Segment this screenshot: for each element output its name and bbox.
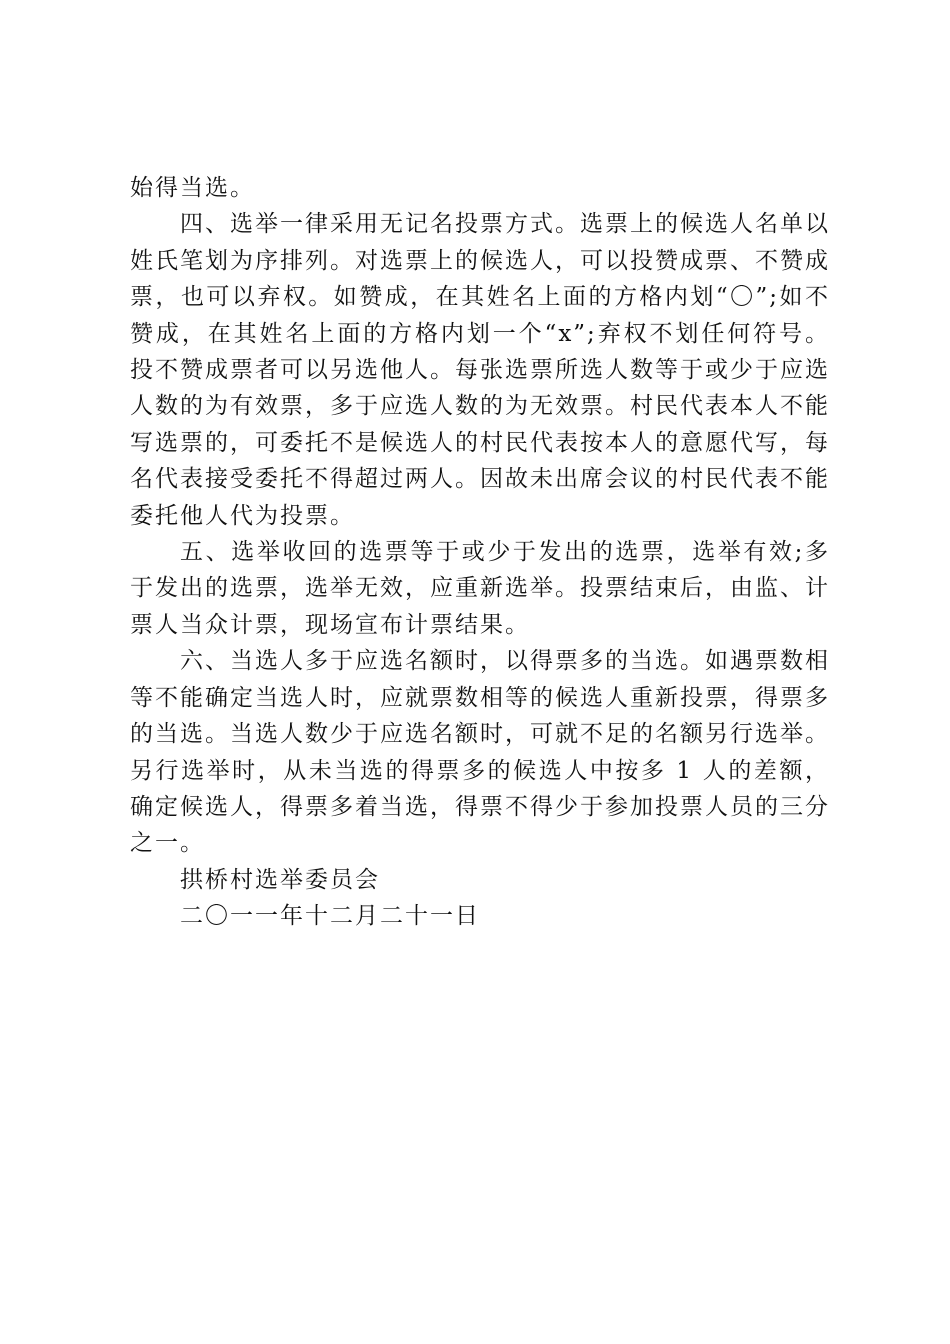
- paragraph-six: 六、当选人多于应选名额时，以得票多的当选。如遇票数相等不能确定当选人时，应就票数相等的候选人重新投票，得票多的当选。当选人数少于应选名额时，可就不足的名额另行选举。另行选举时，从未当选的得票多的候选人中按多 1 人的差额，确定候选人，得票多着当选，得票不得少于参加投票人员的三分之一。: [130, 648, 830, 857]
- document-body: [130, 170, 830, 935]
- paragraph-four: 四、选举一律采用无记名投票方式。选票上的候选人名单以姓氏笔划为序排列。对选票上的候选人，可以投赞成票、不赞成票，也可以弃权。如赞成，在其姓名上面的方格内划“〇”;如不赞成，在其姓名上面的方格内划一个“x”;弃权不划任何符号。投不赞成票者可以另选他人。每张选票所选人数等于或少于应选人数的为有效票，多于应选人数的为无效票。村民代表本人不能写选票的，可委托不是候选人的村民代表按本人的意愿代写，每名代表接受委托不得超过两人。因故未出席会议的村民代表不能委托他人代为投票。: [130, 211, 831, 529]
- signature-date: 二〇一一年十二月二十一日: [180, 903, 480, 930]
- paragraph-five: 五、选举收回的选票等于或少于发出的选票，选举有效;多于发出的选票，选举无效，应重新选举。投票结束后，由监、计票人当众计票，现场宣布计票结果。: [130, 539, 830, 638]
- signature-organization: 拱桥村选举委员会: [180, 866, 380, 893]
- continuation-text: 始得当选。: [130, 175, 255, 201]
